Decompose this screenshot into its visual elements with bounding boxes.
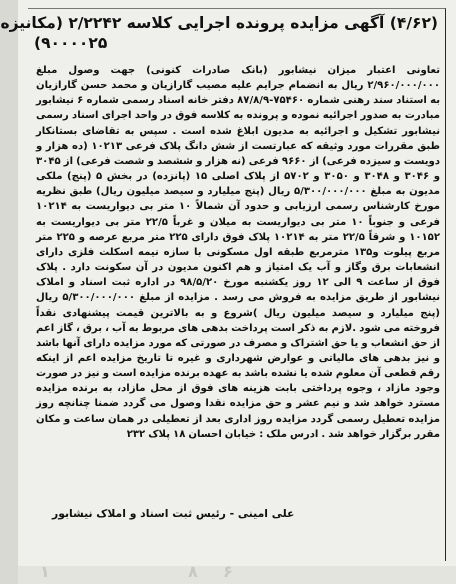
notice-title: (۴/۶۲) آگهی مزایده پرونده اجرایی کلاسه ۲/۲۲۴۲ (مکانیزه [0, 14, 438, 32]
bleed-text: ۱ [40, 562, 50, 581]
bleed-text: ۸ [188, 562, 198, 581]
bleed-text: ۶ [223, 562, 233, 581]
notice-body: تعاونی اعتبار میزان نیشابور (بانک صادرات کنونی) جهت وصول مبلغ ۲/۹۶۰/۰۰۰/۰۰۰ ریال به انضمام جرایم علیه مصیب گارازیان و محمد حسن گارازیان به استناد سند رهنی شماره ۷۵۴۶۰-۸۷/۸/۹ دفتر خانه اسناد رسمی شماره ۶ نیشابور مبادرت به صدور اجرائیه نموده و پرونده به کلاسه فوق در واحد اجرای اسناد رسمی نیشابور تشکیل و اجرائیه به مدیون ابلاغ شده است . سپس به تقاضای بستانکار طبق مقررات مورد وثیقه که عبارتست از شش دانگ پلاک فرعی ۱۰۲۱۳ (ده هزار و دویست و سیزده فرعی) از ۹۶۶۰ فرعی (نه هزار و ششصد و شصت فرعی) از ۳۰۴۵ و ۳۰۴۶ و ۳۰۴۸ و ۳۰۵۰ و ۵۷۰۲ از پلاک اصلی ۱۵ (پانزده) در بخش ۵ (پنج) ملکی مدیون به مبلغ ۵/۳۰۰/۰۰۰/۰۰۰ ریال (پنج میلیارد و سیصد میلیون ریال) طبق نظریه مورخ کارشناس رسمی ارزیابی و حدود آن شمالاً ۱۰ متر بی دیواریست به ۱۰۲۱۴ فرعی و جنوباً ۱۰ متر بی دیواریست به میلان و غرباً ۲۲/۵ متر بی دیواریست به ۱۰۱۵۲ و شرقاً ۲۲/۵ متر به ۱۰۲۱۴ پلاک فوق دارای ۲۲۵ متر مربع عرصه و ۲۲۵ متر مربع پیلوت و۱۳۵ مترمربع طبقه اول مسکونی با سازه نیمه اسکلت فلزی دارای انشعابات برق وگاز و آب یک امتیاز و هم اکنون مدیون در آن سکونت دارد . پلاک فوق از ساعت ۹ الی ۱۲ روز یکشنبه مورخ ۹۸/۵/۲۰ در اداره ثبت اسناد و املاک نیشابور از طریق مزایده به فروش می رسد . مزایده از مبلغ ۵/۳۰۰/۰۰۰/۰۰۰ ریال (پنج میلیارد و سیصد میلیون ریال )شروع و به بالاترین قیمت پیشنهادی نقداً فروخته می شود .لازم به ذکر است پرداخت بدهی های مربوط به آب ، برق ، گاز اعم از حق انشعاب و یا حق اشتراک و مصرف در صورتی که مورد مزایده دارای آنها باشد و نیز بدهی های مالیاتی و عوارض شهرداری و غیره تا تاریخ مزایده اعم از اینکه رقم قطعی آن معلوم شده یا نشده باشد به عهده برنده مزایده است و نیز در صورت وجود مازاد ، وجوه پرداختی بابت هزینه های فوق از محل مازاد، به برنده مزایده مسترد خواهد شد و نیم عشر و حق مزایده نقدا وصول می گردد ضمنا چنانچه روز مزایده تعطیل رسمی گردد مزایده روز اداری بعد از تعطیلی در همان ساعت و مکان مقرر برگزار خواهد شد . ادرس ملک : خیابان احسان ۱۸ پلاک ۲۳۲ [36, 65, 441, 440]
notice-title-continuation: ۹۰۰۰۰۲۵) [34, 34, 108, 52]
notice-signature: علی امینی - رئیس ثبت اسناد و املاک نیشابور [52, 507, 295, 520]
next-column-bleed [18, 562, 456, 584]
